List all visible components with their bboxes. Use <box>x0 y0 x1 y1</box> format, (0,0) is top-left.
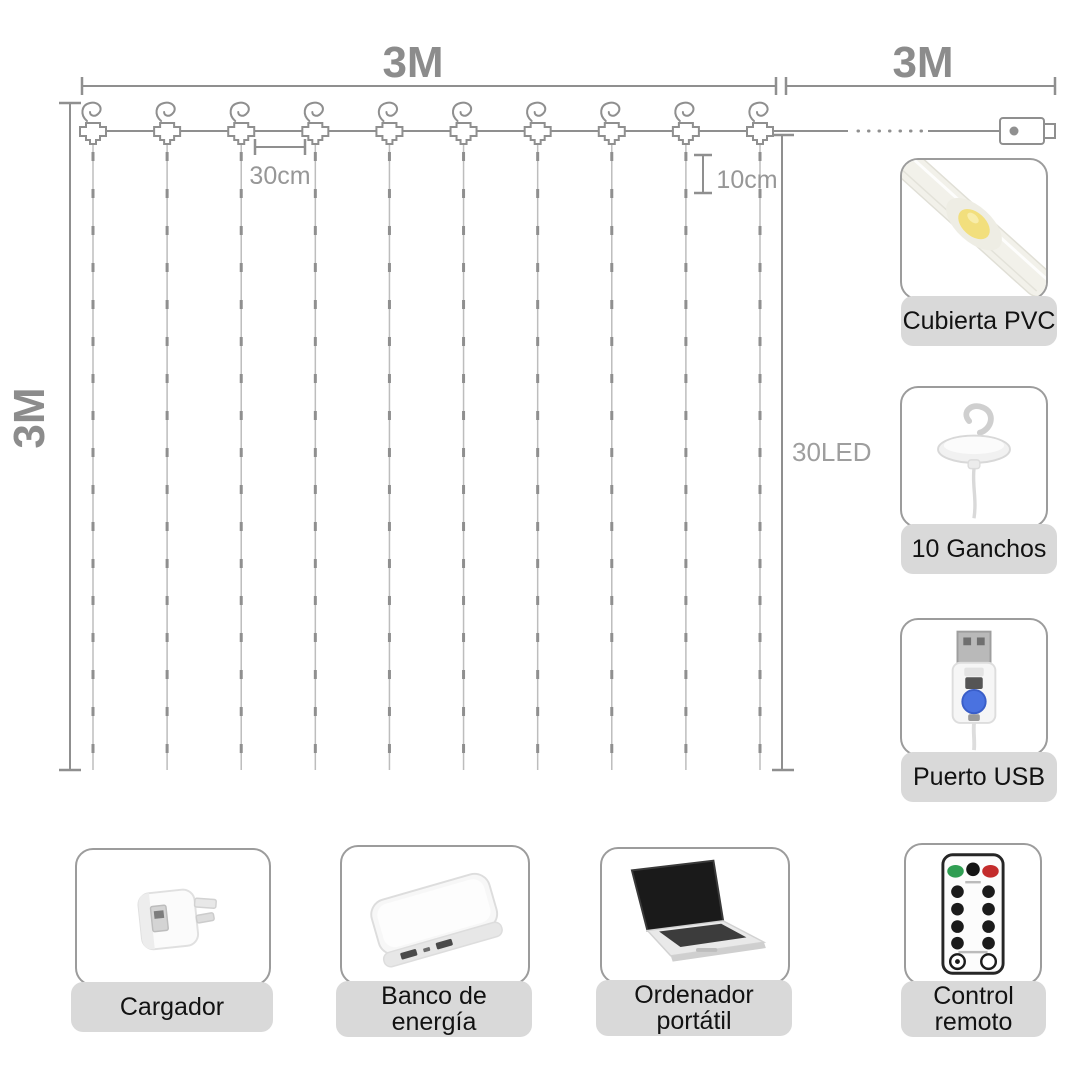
side-card-usb <box>900 618 1048 791</box>
usb-connector-icon <box>900 618 1048 756</box>
s-hook-icon <box>228 103 254 144</box>
laptop-icon <box>600 847 790 984</box>
usb-label: Puerto USB <box>901 752 1057 802</box>
led-spacing-label: 10cm <box>716 166 778 194</box>
power-bank-label: Banco de energía <box>336 981 532 1037</box>
s-hook-icon <box>154 103 180 144</box>
height-dimension <box>5 103 81 770</box>
string-spacing-label: 30cm <box>249 162 311 190</box>
s-hook-icon <box>80 103 106 144</box>
charger-label: Cargador <box>71 982 273 1032</box>
wall-charger-icon <box>75 848 271 986</box>
top-width-label: 3M <box>382 38 444 87</box>
s-hook-icon <box>673 103 699 144</box>
string-spacing-dimension <box>249 139 310 190</box>
top-width-dimension <box>82 38 776 95</box>
power-bank-icon <box>340 845 530 985</box>
led-count-label: 30LED <box>792 437 872 467</box>
led-count-dimension <box>772 135 872 770</box>
remote-label: Control remoto <box>901 981 1046 1037</box>
curtain-strings <box>80 103 773 770</box>
s-hook-icon <box>302 103 328 144</box>
s-hook-icon <box>747 103 773 144</box>
height-label: 3M <box>5 387 54 449</box>
s-hook-icon <box>525 103 551 144</box>
side-card-remote <box>904 843 1042 1036</box>
s-hook-icon <box>376 103 402 144</box>
pvc-cover-icon <box>900 158 1048 300</box>
s-hook-icon <box>451 103 477 144</box>
hooks-label: 10 Ganchos <box>901 524 1057 574</box>
bottom-card-laptop <box>600 847 790 1035</box>
s-hook-icon <box>599 103 625 144</box>
pvc-cover-label: Cubierta PVC <box>901 296 1057 346</box>
remote-control-icon <box>904 843 1042 985</box>
lead-length-label: 3M <box>892 38 954 87</box>
laptop-label: Ordenador portátil <box>596 980 792 1036</box>
usb-plug-icon <box>1000 118 1055 144</box>
ceiling-hook-icon <box>900 386 1048 528</box>
bottom-card-charger <box>75 848 271 1021</box>
led-spacing-dimension <box>694 155 778 194</box>
bottom-card-power-bank <box>340 845 530 1036</box>
lead-length-dimension <box>786 38 1055 95</box>
side-card-hooks <box>900 386 1048 563</box>
side-card-pvc-cover <box>900 158 1056 335</box>
